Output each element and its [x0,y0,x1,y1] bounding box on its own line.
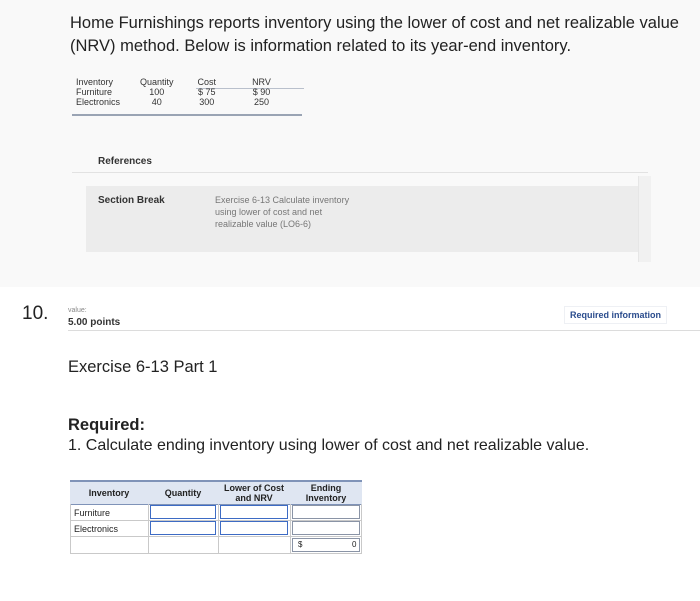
given-cell-nrv: $ 90 [252,87,271,97]
total-ending-inventory-value: 0 [352,540,357,549]
required-heading: Required: [68,416,146,434]
section-break-box [86,186,638,252]
table-row [72,97,275,107]
answer-header-ending-inventory: Ending Inventory [290,480,362,505]
required-text: 1. Calculate ending inventory using lower of cost and net realizable value. [68,437,590,454]
total-currency-symbol: $ [298,540,303,549]
answer-col-divider [290,504,291,554]
answer-table [70,480,362,554]
required-information-button[interactable]: Required information [564,306,667,324]
furniture-ending-inventory-input[interactable] [292,505,360,519]
answer-border-left [70,504,71,554]
given-cell-inventory: Electronics [76,97,121,107]
answer-border-bottom [70,553,362,554]
question-number: 10. [22,303,49,324]
answer-col-divider [218,504,219,554]
table-row [72,87,275,97]
given-cell-cost: 300 [199,97,215,107]
given-header-inventory: Inventory [76,76,114,87]
electronics-ending-inventory-input[interactable] [292,521,360,535]
value-label: value: [68,307,87,314]
furniture-quantity-input[interactable] [150,505,216,519]
answer-row-electronics: Electronics [74,524,119,534]
given-header-nrv: NRV [252,76,271,87]
given-inventory-table [72,76,275,107]
answer-header-lower-cost-nrv: Lower of Cost and NRV [218,480,290,505]
points-value: 5.00 points [68,317,121,328]
given-header-quantity: Quantity [140,76,174,87]
given-table-bottom-rule [72,114,302,116]
furniture-lower-cost-nrv-input[interactable] [220,505,288,519]
given-cell-quantity: 100 [149,87,165,97]
answer-border-right [361,504,362,554]
given-cell-quantity: 40 [151,97,162,107]
given-header-cost: Cost [197,76,217,87]
answer-row-divider [70,536,362,537]
answer-header-inventory: Inventory [70,480,148,505]
given-cell-cost: $ 75 [198,87,216,97]
answer-row-furniture: Furniture [74,508,111,518]
given-cell-nrv: 250 [253,97,269,107]
question-header-divider [68,330,700,331]
answer-header-quantity: Quantity [148,480,218,505]
references-divider [72,172,648,173]
section-break-label: Section Break [98,195,165,206]
electronics-quantity-input[interactable] [150,521,216,535]
given-cell-inventory: Furniture [76,87,113,97]
part-title: Exercise 6-13 Part 1 [68,358,218,376]
intro-text: Home Furnishings reports inventory using the lower of cost and net realizable value (NRV) method. Below is information related to its year-end inventory. [70,14,679,55]
references-scrollbar[interactable] [638,176,651,262]
section-break-text: Exercise 6-13 Calculate inventory using lower of cost and net realizable value (LO6-6) [215,195,350,229]
electronics-lower-cost-nrv-input[interactable] [220,521,288,535]
references-link[interactable]: References [98,156,152,167]
answer-col-divider [148,504,149,554]
